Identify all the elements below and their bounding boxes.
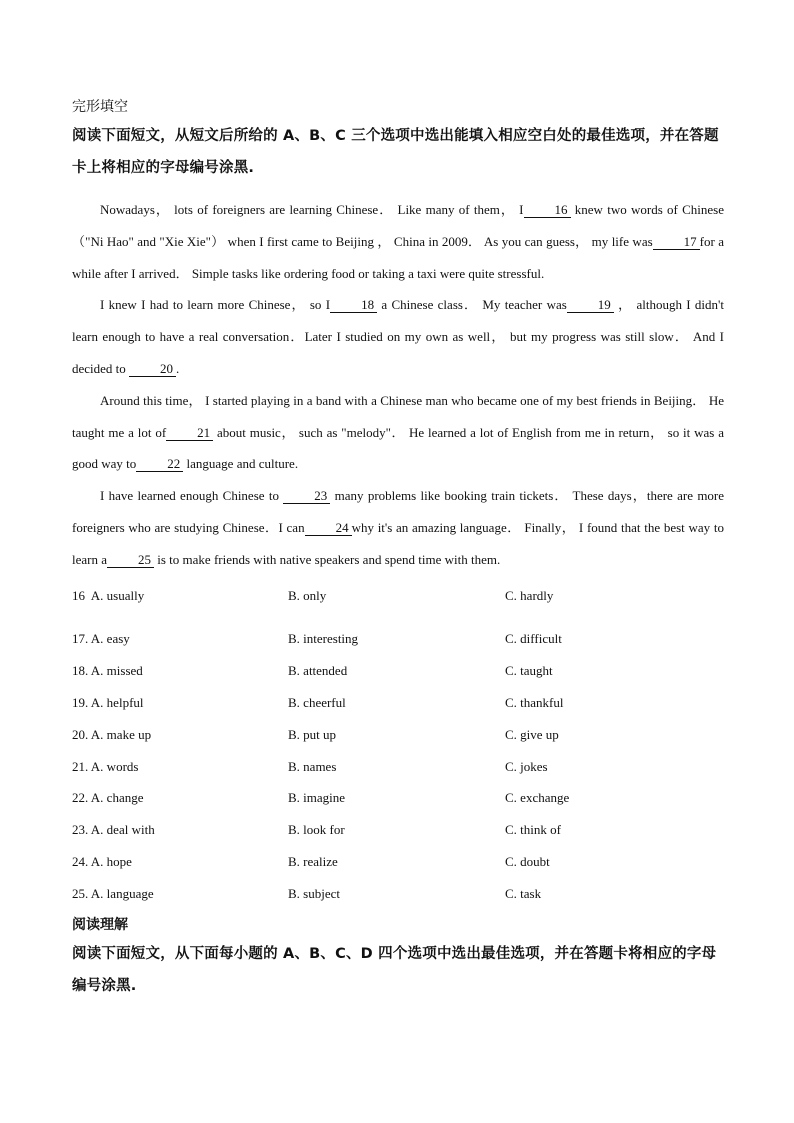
question-row-24 [72, 846, 724, 878]
option-c: C. difficult [505, 631, 562, 647]
passage-paragraph-2 [72, 289, 724, 384]
option-b: B. realize [288, 854, 338, 870]
option-a [72, 663, 288, 679]
reading-section [72, 914, 724, 1002]
option-c: C. doubt [505, 854, 550, 870]
option-a-text: A. change [90, 790, 144, 806]
option-c: C. think of [505, 822, 561, 838]
option-c: C. give up [505, 726, 559, 742]
question-number: 23. [72, 822, 89, 838]
blank-19: 19 [567, 298, 614, 313]
text-segment: ， although I didn't learn enough to have a real conversation．Later I studied on my own as well， but my progress was still slow． And I decided to [72, 297, 724, 376]
text-segment: why it's an amazing language． Finally， I found that the best way to learn a [72, 519, 724, 567]
text-segment: . [176, 360, 180, 376]
question-number: 17. [72, 631, 89, 647]
reading-instruction: 阅读下面短文，从下面每小题的 A、B、C、D 四个选项中选出最佳选项，并在答题卡将相应的字母编号涂黑. [72, 945, 717, 994]
option-b: B. only [288, 587, 327, 603]
blank-20: 20 [129, 362, 176, 377]
question-row-18 [72, 655, 724, 687]
question-number: 19. [72, 695, 89, 711]
question-row-22 [72, 783, 724, 815]
reading-section-title: 阅读理解 [72, 916, 128, 933]
cloze-passage [72, 194, 724, 576]
text-segment: about music， such as "melody"． He learned a lot of English from me in return， so it was a good way to [72, 424, 725, 472]
option-a-text: A. language [90, 885, 154, 901]
question-number: 24. [72, 854, 89, 870]
question-row-23 [72, 814, 724, 846]
blank-18: 18 [330, 298, 377, 313]
question-row-17 [72, 624, 724, 656]
text-segment: language and culture. [186, 456, 299, 472]
option-a-text: A. easy [90, 631, 130, 647]
passage-paragraph-3 [72, 385, 724, 480]
question-number: 18. [72, 663, 89, 679]
answer-options [72, 582, 724, 910]
text-segment: Nowadays， lots of foreigners are learning Chinese． Like many of them， I [100, 202, 524, 217]
blank-21: 21 [166, 426, 213, 441]
option-b: B. put up [288, 726, 337, 742]
option-a [72, 631, 288, 647]
text-segment: is to make friends with native speakers and spend time with them. [157, 551, 501, 567]
cloze-section-title: 完形填空 [72, 99, 128, 115]
cloze-instruction: 阅读下面短文，从短文后所给的 A、B、C 三个选项中选出能填入相应空白处的最佳选项，并在答题卡上将相应的字母编号涂黑. [72, 128, 719, 176]
option-b: B. imagine [288, 790, 346, 806]
option-c: C. taught [505, 663, 553, 679]
option-b: B. attended [288, 663, 348, 679]
blank-22: 22 [136, 457, 183, 472]
option-a-text: A. make up [90, 726, 152, 742]
text-segment: many problems like booking train tickets． These days，there are more foreigners who are studying Chinese．I can [72, 488, 725, 535]
option-b: B. subject [288, 885, 340, 901]
option-b: B. names [288, 758, 337, 774]
blank-25: 25 [107, 553, 154, 568]
text-segment: for a while after I arrived． Simple tasks like ordering food or taking a taxi were quite stressful. [72, 233, 724, 281]
question-number: 22. [72, 790, 89, 806]
option-a-text: A. words [90, 758, 139, 774]
option-a [72, 695, 288, 711]
option-a [72, 854, 288, 870]
option-a-text: A. missed [90, 663, 143, 679]
question-row-16 [72, 582, 724, 624]
exam-page [72, 96, 724, 1002]
question-row-25 [72, 878, 724, 910]
blank-17: 17 [653, 235, 700, 250]
option-a [72, 727, 288, 743]
passage-paragraph-1 [72, 194, 724, 289]
option-b: B. cheerful [288, 695, 346, 711]
option-c: C. thankful [505, 695, 564, 711]
text-segment: a Chinese class． My teacher was [381, 297, 567, 313]
option-a-text: A. helpful [90, 695, 144, 711]
option-a-text: A. usually [90, 587, 145, 603]
blank-23: 23 [283, 489, 330, 504]
option-a [72, 822, 288, 838]
text-segment: knew two words of Chinese （"Ni Hao" and "Xie Xie"） when I first came to Beijing ， China in 2009． As you can guess， my life was [72, 202, 725, 249]
question-number: 16 [72, 587, 85, 603]
question-number: 25. [72, 885, 89, 901]
text-segment: Around this time， I started playing in a band with a Chinese man who became one of my best friends in Beijing． He taught me a lot of [72, 392, 724, 440]
question-number: 20. [72, 726, 89, 742]
text-segment: I knew I had to learn more Chinese， so I [100, 297, 331, 313]
option-c: C. exchange [505, 790, 570, 806]
option-c: C. hardly [505, 587, 554, 603]
question-number: 21. [72, 758, 89, 774]
blank-16: 16 [524, 203, 571, 218]
question-row-20 [72, 719, 724, 751]
option-a [72, 886, 288, 902]
option-a [72, 588, 288, 604]
question-row-21 [72, 751, 724, 783]
option-a-text: A. hope [90, 854, 132, 870]
option-a-text: A. deal with [90, 822, 155, 838]
option-b: B. interesting [288, 631, 359, 647]
option-c: C. task [505, 885, 542, 901]
text-segment: I have learned enough Chinese to [100, 488, 279, 504]
blank-24: 24 [305, 521, 352, 536]
passage-paragraph-4 [72, 480, 724, 575]
question-row-19 [72, 687, 724, 719]
option-a [72, 790, 288, 806]
option-a [72, 759, 288, 775]
option-b: B. look for [288, 822, 345, 838]
option-c: C. jokes [505, 758, 548, 774]
